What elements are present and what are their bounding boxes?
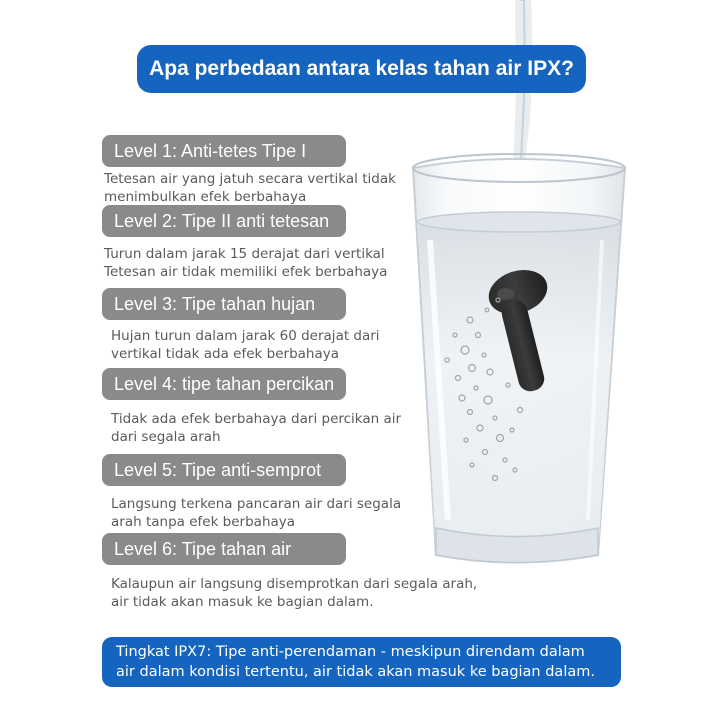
page-title: Apa perbedaan antara kelas tahan air IPX? — [137, 45, 586, 93]
level-1-label: Level 1: Anti-tetes Tipe I — [102, 135, 346, 167]
level-6-label: Level 6: Tipe tahan air — [102, 533, 346, 565]
level-2-label: Level 2: Tipe II anti tetesan — [102, 205, 346, 237]
level-6-description: Kalaupun air langsung disemprotkan dari segala arah, air tidak akan masuk ke bagian dalam. — [111, 576, 478, 610]
level-1-description: Tetesan air yang jatuh secara vertikal tidak menimbulkan efek berbahaya — [104, 171, 396, 205]
level-2-description: Turun dalam jarak 15 derajat dari vertikal Tetesan air tidak memiliki efek berbahaya — [104, 246, 388, 280]
level-5-label: Level 5: Tipe anti-semprot — [102, 454, 346, 486]
level-3-description: Hujan turun dalam jarak 60 derajat dari vertikal tidak ada efek berbahaya — [111, 328, 380, 362]
level-3-label: Level 3: Tipe tahan hujan — [102, 288, 346, 320]
level-5-description: Langsung terkena pancaran air dari segala arah tanpa efek berbahaya — [111, 496, 402, 530]
ipx7-note: Tingkat IPX7: Tipe anti-perendaman - meskipun direndam dalam air dalam kondisi tertentu, air tidak akan masuk ke bagian dalam. — [102, 637, 621, 687]
level-4-description: Tidak ada efek berbahaya dari percikan air dari segala arah — [111, 411, 402, 445]
level-4-label: Level 4: tipe tahan percikan — [102, 368, 346, 400]
